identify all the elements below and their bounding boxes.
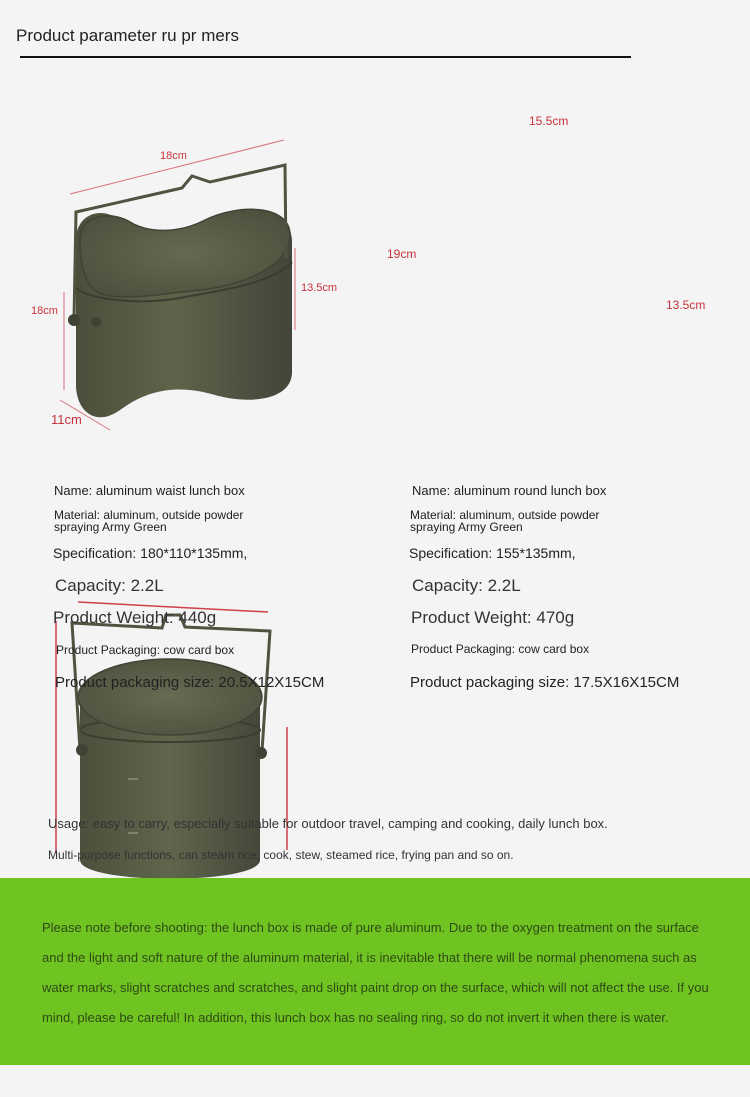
dim-body-height-label: 13.5cm [301, 282, 338, 294]
spec-capacity: Capacity: 2.2L [412, 576, 521, 595]
notice-line: water marks, slight scratches and scratches, and slight paint drop on the surface, which will not affect the use. If you [42, 980, 709, 995]
header-divider [20, 56, 631, 58]
spec-name: Name: aluminum round lunch box [412, 483, 607, 498]
spec-name: Name: aluminum waist lunch box [54, 483, 245, 498]
spec-packaging-size: Product packaging size: 17.5X16X15CM [410, 674, 680, 691]
spec-material: Material: aluminum, outside powder spraying Army Green [410, 508, 600, 534]
spec-packaging: Product Packaging: cow card box [411, 642, 590, 656]
dim-total-height-label: 18cm [31, 305, 58, 317]
spec-capacity: Capacity: 2.2L [55, 576, 164, 595]
dim-length-label: 18cm [160, 150, 187, 162]
functions-text: Multi-purpose functions, can steam rice, cook, stew, steamed rice, frying pan and so on. [48, 848, 514, 862]
dim-width-label: 11cm [51, 412, 82, 427]
spec-specification: Specification: 155*135mm, [409, 545, 576, 561]
dim-body-height-label: 13.5cm [666, 298, 706, 312]
footer-strip [0, 1065, 750, 1097]
spec-packaging-size: Product packaging size: 20.5X12X15CM [55, 674, 325, 691]
notice-line: and the light and soft nature of the aluminum material, it is inevitable that there will be normal phenomena such as [42, 950, 697, 965]
spec-specification: Specification: 180*110*135mm, [53, 545, 248, 561]
dim-total-height-label: 19cm [387, 247, 417, 261]
notice-line: Please note before shooting: the lunch box is made of pure aluminum. Due to the oxygen treatment on the surface [42, 920, 699, 935]
usage-text: Usage: easy to carry, especially suitable for outdoor travel, camping and cooking, daily lunch box. [48, 816, 608, 831]
notice-line: mind, please be careful! In addition, this lunch box has no sealing ring, so do not invert it when there is water. [42, 1010, 669, 1025]
spec-packaging: Product Packaging: cow card box [56, 643, 235, 657]
spec-weight: Product Weight: 470g [411, 608, 575, 627]
left-product-illustration [0, 0, 750, 465]
waist-lunch-box-image [0, 0, 375, 460]
spec-weight: Product Weight: 440g [53, 608, 217, 627]
header-title: Product parameter ru pr mers [16, 26, 239, 45]
dim-diameter-label: 15.5cm [529, 114, 569, 128]
notice-banner [0, 878, 750, 1065]
spec-material: Material: aluminum, outside powder spraying Army Green [54, 508, 244, 534]
